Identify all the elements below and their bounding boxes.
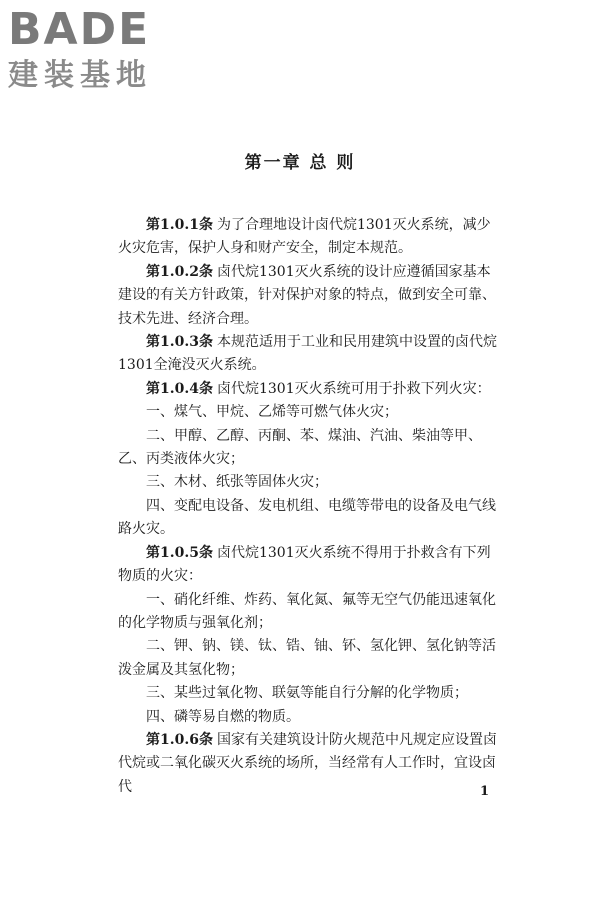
paragraph-1.0.3 (118, 331, 503, 378)
paragraph-1.0.5 (118, 542, 503, 589)
article-number: 第1.0.2条 (146, 263, 213, 280)
paragraph-text: 国家有关建筑设计防火规范中凡规定应设置卤代烷或二氧化碳灭火系统的场所，当经常有人工作时，宜设卤代 (118, 731, 497, 795)
article-number: 第1.0.1条 (146, 217, 213, 233)
paragraph-text: 为了合理地设计卤代烷1301灭火系统，减少火灾危害，保护人身和财产安全，制定本规范。 (118, 217, 491, 257)
list-item: 一、煤气、甲烷、乙烯等可燃气体火灾； (146, 404, 398, 421)
paragraph-text: 本规范适用于工业和民用建筑中设置的卤代烷1301全淹没灭火系统。 (118, 334, 497, 374)
list-item: 二、甲醇、乙醇、丙酮、苯、煤油、汽油、柴油等甲、乙、丙类液体火灾； (118, 427, 482, 468)
paragraph-1.0.2 (118, 261, 503, 331)
list-item: 一、硝化纤维、炸药、氧化氮、氟等无空气仍能迅速氧化的化学物质与强氧化剂； (118, 591, 496, 631)
list-item: 三、某些过氧化物、联氨等能自行分解的化学物质； (146, 685, 468, 702)
article-number: 第1.0.5条 (146, 544, 213, 561)
page-number: 1 (480, 784, 490, 799)
list-item: 三、木材、纸张等固体火灾； (146, 474, 328, 491)
list-item: 二、钾、钠、镁、钛、锆、铀、钚、氢化钾、氢化钠等活泼金属及其氢化物； (118, 638, 496, 678)
paragraph-1.0.4 (118, 378, 503, 401)
logo-wordmark: BADE (8, 4, 151, 55)
article-number: 第1.0.4条 (146, 380, 213, 397)
chapter-title: 第一章 总 则 (244, 153, 356, 173)
article-number: 第1.0.3条 (146, 334, 213, 351)
paragraph-1.0.6 (118, 729, 503, 799)
list-item: 四、磷等易自燃的物质。 (146, 708, 300, 725)
list-item: 四、变配电设备、发电机组、电缆等带电的设备及电气线路火灾。 (118, 497, 496, 538)
paragraph-1.0.1 (118, 214, 503, 261)
paragraph-text: 卤代烷1301灭火系统的设计应遵循国家基本建设的有关方针政策，针对保护对象的特点，做到安全可靠、技术先进、经济合理。 (118, 263, 496, 327)
logo-subtitle: 建装基地 (8, 58, 152, 93)
brand-logo (8, 6, 178, 102)
article-number: 第1.0.6条 (146, 731, 213, 748)
document-body (118, 214, 503, 799)
paragraph-text: 卤代烷1301灭火系统可用于扑救下列火灾： (216, 380, 491, 397)
paragraph-text: 卤代烷1301灭火系统不得用于扑救含有下列物质的火灾： (118, 544, 491, 585)
